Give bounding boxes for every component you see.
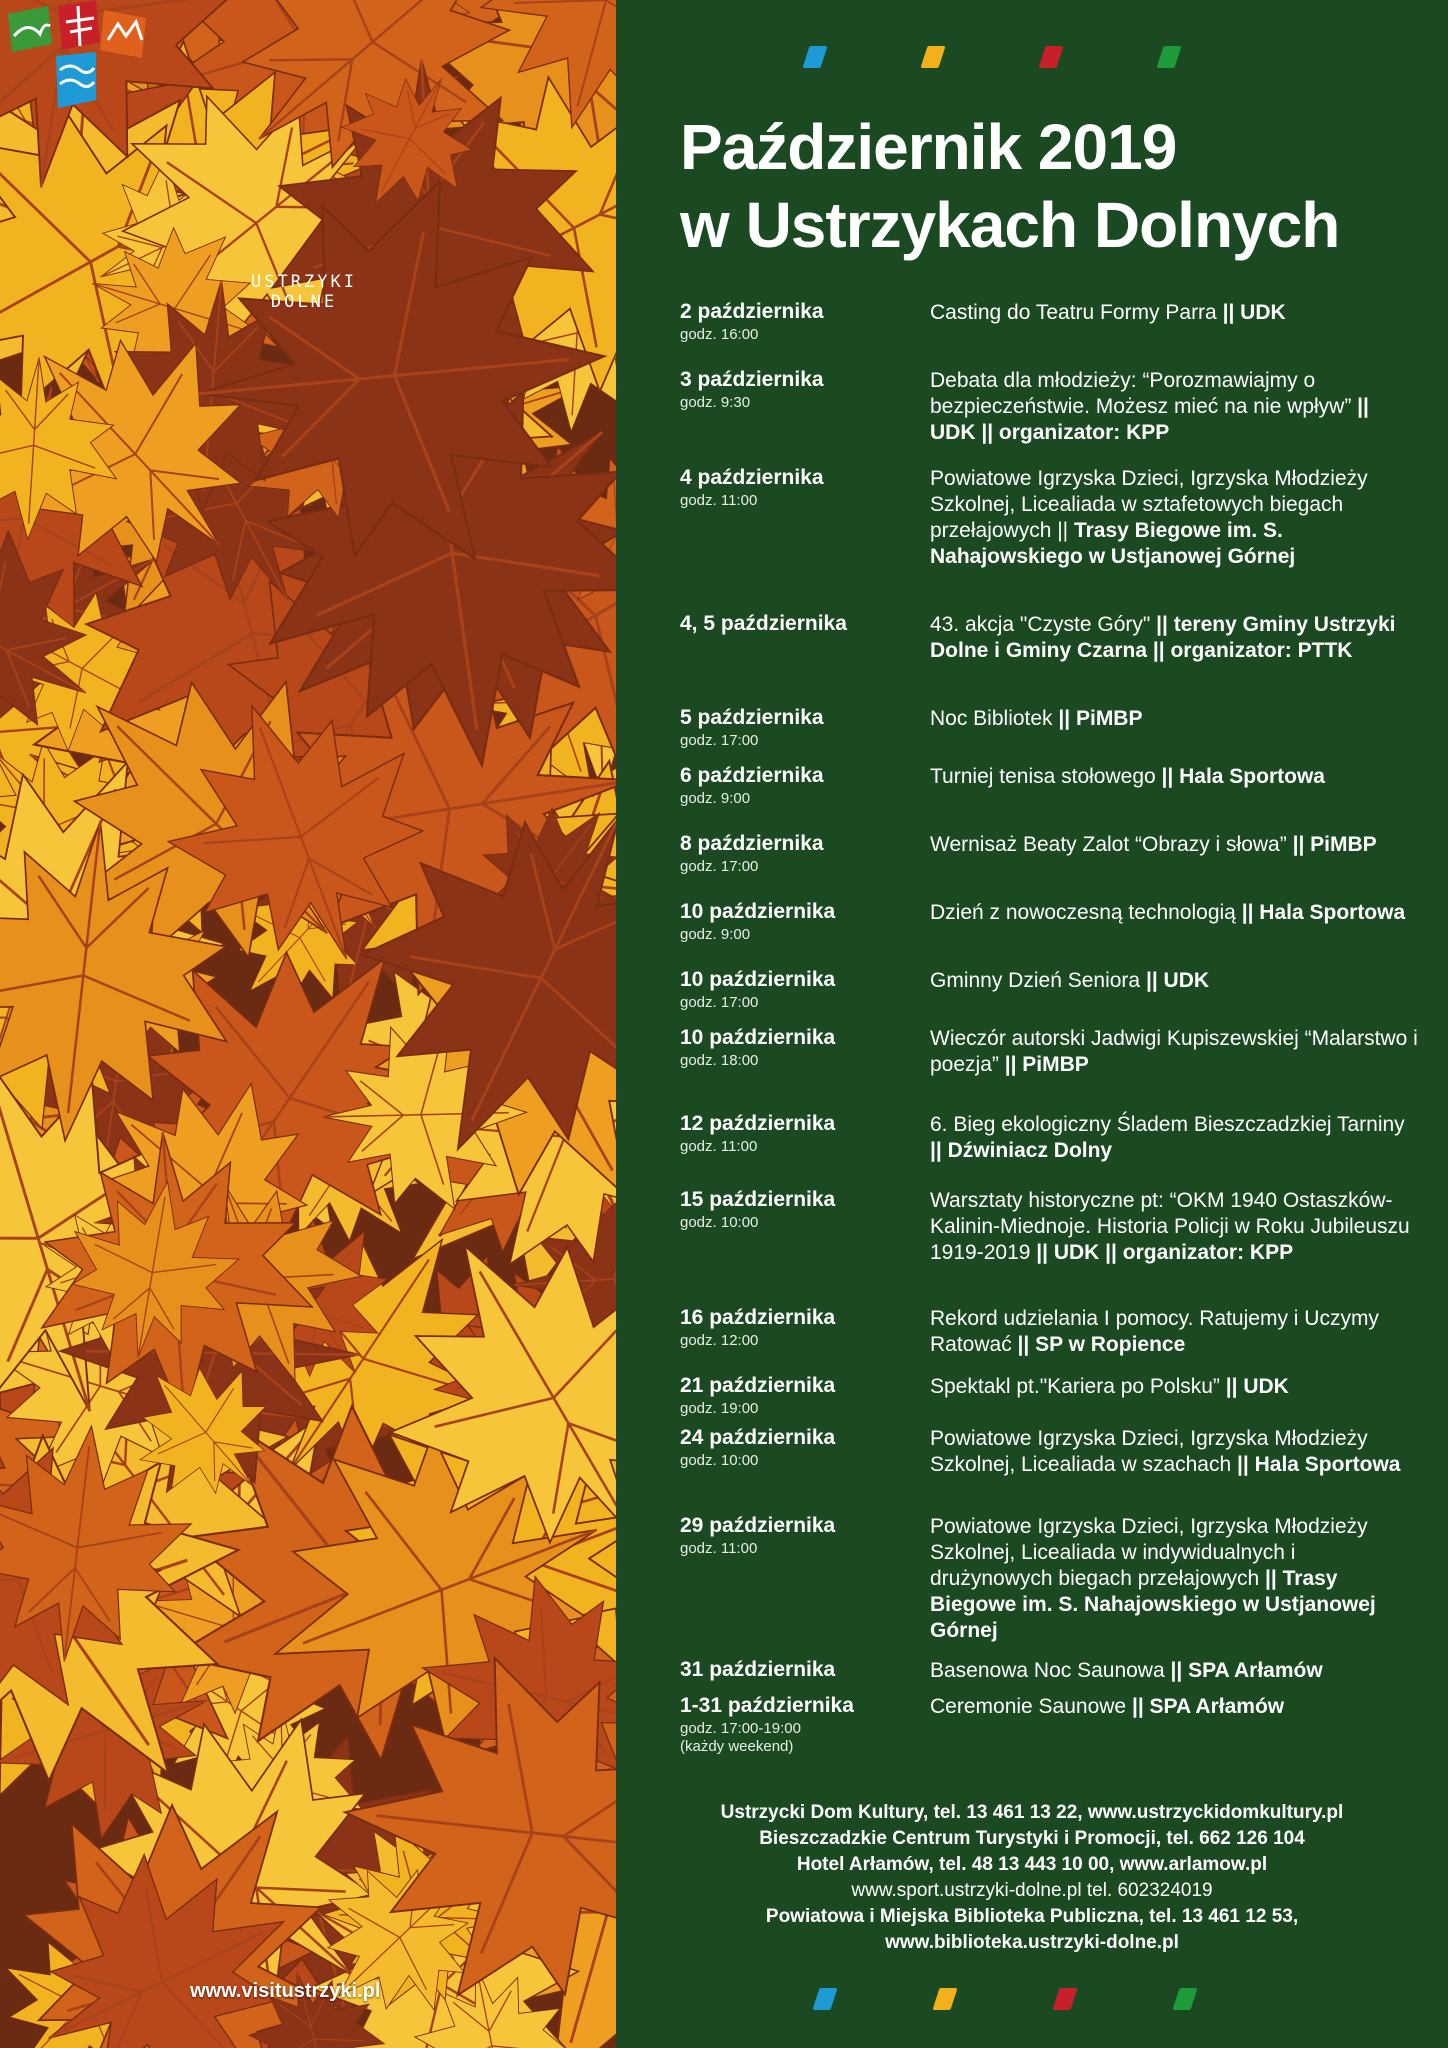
title-line-1: Październik 2019 xyxy=(680,111,1177,183)
event-description xyxy=(930,764,1420,790)
event-time: godz. 11:00 xyxy=(680,492,758,509)
contact-line: www.biblioteka.ustrzyki-dolne.pl xyxy=(885,1932,1179,1953)
green-dot-icon xyxy=(1156,46,1181,68)
event-date: 29 października xyxy=(680,1514,836,1537)
event-venue: || PiMBP xyxy=(1004,1053,1089,1076)
event-venue: || Hala Sportowa xyxy=(1237,1453,1401,1476)
event-date: 21 października xyxy=(680,1374,836,1397)
event-venue: || UDK xyxy=(1225,1375,1289,1398)
event-venue: || SPA Arłamów xyxy=(1170,1659,1323,1682)
event-description xyxy=(930,1374,1420,1400)
event-time: godz. 17:00 xyxy=(680,858,759,875)
event-time: godz. 9:00 xyxy=(680,790,751,807)
event-date: 10 października xyxy=(680,1026,836,1049)
event-venue: || Hala Sportowa xyxy=(1241,901,1406,924)
event-title: Powiatowe Igrzyska Dzieci, Igrzyska Młodzieży Szkolnej, Licealiada w szachach xyxy=(930,1427,1368,1476)
event-title: Wieczór autorski Jadwigi Kupiszewskiej “Malarstwo i poezja” xyxy=(930,1027,1418,1076)
yellow-dot-icon xyxy=(920,46,945,68)
event-description xyxy=(930,1306,1420,1358)
event-description xyxy=(930,300,1420,326)
event-date: 4, 5 października xyxy=(680,612,847,635)
event-description xyxy=(930,368,1420,446)
contact-line: Powiatowa i Miejska Biblioteka Publiczna, tel. 13 461 12 53, xyxy=(765,1906,1299,1927)
event-title: Ceremonie Saunowe xyxy=(930,1695,1132,1718)
yellow-dot-icon xyxy=(932,1988,957,2010)
event-title: Basenowa Noc Saunowa xyxy=(930,1659,1171,1682)
event-description xyxy=(930,1426,1420,1478)
autumn-leaves-image xyxy=(0,0,616,2048)
red-dot-icon xyxy=(1038,46,1063,68)
visit-website-link[interactable]: www.visitustrzyki.pl xyxy=(190,1980,381,2002)
event-venue: || UDK xyxy=(1222,301,1286,324)
green-dot-icon xyxy=(1172,1988,1197,2010)
contact-footer xyxy=(616,1800,1448,1956)
event-description xyxy=(930,832,1420,858)
event-title: Dzień z nowoczesną technologią xyxy=(930,901,1242,924)
event-time: godz. 17:00 xyxy=(680,994,759,1011)
event-venue: || tereny Gminy Ustrzyki Dolne i Gminy Czarna || organizator: PTTK xyxy=(930,613,1396,662)
event-date: 10 października xyxy=(680,968,836,991)
event-date: 12 października xyxy=(680,1112,836,1135)
event-time: godz. 11:00 xyxy=(680,1138,758,1155)
event-title: 6. Bieg ekologiczny Śladem Bieszczadzkiej Tarniny xyxy=(930,1113,1405,1136)
event-title: Warsztaty historyczne pt: “OKM 1940 Ostaszków-Kalinin-Miednoje. Historia Policji w Roku Jubileuszu 1919-2019 xyxy=(930,1189,1410,1264)
event-time-note: (każdy weekend) xyxy=(680,1738,794,1755)
event-time: godz. 10:00 xyxy=(680,1214,759,1231)
event-title: 43. akcja "Czyste Góry" xyxy=(930,613,1157,636)
event-date: 10 października xyxy=(680,900,836,923)
event-date: 1-31 października xyxy=(680,1694,854,1717)
event-date: 2 października xyxy=(680,300,824,323)
event-venue: || UDK || organizator: KPP xyxy=(1036,1241,1294,1264)
event-time: godz. 16:00 xyxy=(680,326,759,343)
event-title: Debata dla młodzieży: “Porozmawiajmy o bezpieczeństwie. Możesz mieć na nie wpływ” xyxy=(930,369,1358,418)
event-description xyxy=(930,706,1420,732)
event-venue: Trasy Biegowe im. S. Nahajowskiego w Ustjanowej Górnej xyxy=(930,519,1296,568)
top-color-dots xyxy=(616,46,1448,76)
event-description xyxy=(930,1026,1420,1078)
page-title xyxy=(680,108,1339,264)
contact-line: Hotel Arłamów, tel. 48 13 443 10 00, www.arlamow.pl xyxy=(796,1854,1268,1875)
event-date: 24 października xyxy=(680,1426,836,1449)
event-description xyxy=(930,900,1420,926)
event-description xyxy=(930,466,1420,570)
event-description xyxy=(930,612,1420,664)
contact-line: Ustrzycki Dom Kultury, tel. 13 461 13 22, www.ustrzyckidomkultury.pl xyxy=(720,1802,1344,1823)
event-description xyxy=(930,968,1420,994)
event-venue: || UDK xyxy=(1145,969,1210,992)
event-date: 3 października xyxy=(680,368,824,391)
event-description xyxy=(930,1694,1420,1720)
event-description xyxy=(930,1658,1420,1684)
event-venue: || Trasy Biegowe im. S. Nahajowskiego w Ustjanowej Górnej xyxy=(930,1567,1376,1642)
contact-line: Bieszczadzkie Centrum Turystyki i Promocji, tel. 662 126 104 xyxy=(759,1828,1305,1849)
ustrzyki-logo-icon xyxy=(0,0,160,120)
event-venue: || SP w Ropience xyxy=(1017,1333,1186,1356)
title-line-2: w Ustrzykach Dolnych xyxy=(680,189,1340,261)
contact-line: www.sport.ustrzyki-dolne.pl tel. 602324019 xyxy=(851,1880,1213,1901)
event-venue: || Dźwiniacz Dolny xyxy=(930,1139,1113,1162)
event-time: godz. 9:30 xyxy=(680,394,751,411)
event-date: 16 października xyxy=(680,1306,836,1329)
event-calendar-panel xyxy=(616,0,1448,2048)
event-date: 31 października xyxy=(680,1658,836,1681)
event-date: 15 października xyxy=(680,1188,836,1211)
event-venue: || SPA Arłamów xyxy=(1131,1695,1285,1718)
event-title: Casting do Teatru Formy Parra xyxy=(930,301,1223,324)
event-time: godz. 12:00 xyxy=(680,1332,759,1349)
blue-dot-icon xyxy=(812,1988,837,2010)
event-time: godz. 17:00 xyxy=(680,732,759,749)
logo-wordmark: USTRZYKI DOLNE xyxy=(251,272,357,312)
event-time: godz. 10:00 xyxy=(680,1452,759,1469)
event-time: godz. 17:00-19:00 (każdy weekend) xyxy=(680,1720,801,1755)
bottom-color-dots xyxy=(616,1988,1448,2018)
event-date: 4 października xyxy=(680,466,824,489)
event-time: godz. 11:00 xyxy=(680,1540,758,1557)
event-title: Powiatowe Igrzyska Dzieci, Igrzyska Młodzieży Szkolnej, Licealiada w indywidualnych i drużynowych biegach przełajowych xyxy=(930,1515,1368,1590)
event-venue: || UDK || organizator: KPP xyxy=(930,395,1369,444)
event-description xyxy=(930,1514,1420,1644)
event-time: godz. 18:00 xyxy=(680,1052,759,1069)
event-title: Spektakl pt."Kariera po Polsku” xyxy=(930,1375,1226,1398)
event-venue: || PiMBP xyxy=(1292,833,1377,856)
event-title: Powiatowe Igrzyska Dzieci, Igrzyska Młodzieży Szkolnej, Licealiada w sztafetowych biegach przełajowych || xyxy=(930,467,1368,542)
event-date: 6 października xyxy=(680,764,824,787)
event-description xyxy=(930,1112,1420,1164)
event-title: Rekord udzielania I pomocy. Ratujemy i Uczymy Ratować xyxy=(930,1307,1379,1356)
event-date: 8 października xyxy=(680,832,824,855)
event-time: godz. 9:00 xyxy=(680,926,751,943)
event-title: Wernisaż Beaty Zalot “Obrazy i słowa” xyxy=(930,833,1293,856)
event-time: godz. 19:00 xyxy=(680,1400,759,1417)
blue-dot-icon xyxy=(802,46,827,68)
event-title: Gminny Dzień Seniora xyxy=(930,969,1146,992)
event-venue: || Hala Sportowa xyxy=(1161,765,1325,788)
event-title: Turniej tenisa stołowego xyxy=(930,765,1162,788)
red-dot-icon xyxy=(1052,1988,1077,2010)
event-date: 5 października xyxy=(680,706,824,729)
event-venue: || PiMBP xyxy=(1058,707,1143,730)
event-description xyxy=(930,1188,1420,1266)
event-title: Noc Bibliotek xyxy=(930,707,1059,730)
